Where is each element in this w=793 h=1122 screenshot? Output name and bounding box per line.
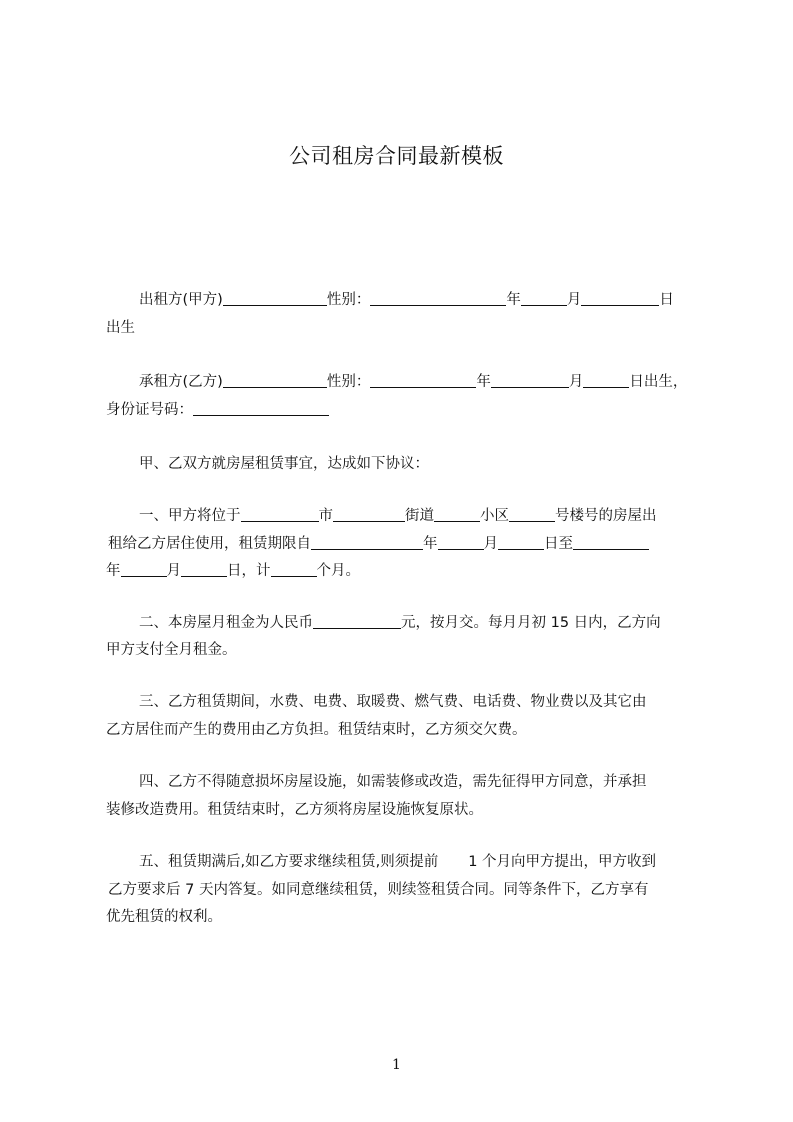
end-month-blank[interactable] (121, 562, 167, 577)
agreement-intro: 甲、乙双方就房屋租赁事宜，达成如下协议： (139, 456, 429, 472)
landlord-day-label: 日 (659, 292, 674, 308)
landlord-year-blank[interactable] (521, 291, 567, 306)
clause-2-line-2: 甲方支付全月租金。 (106, 642, 237, 658)
page-title: 公司租房合同最新模板 (289, 144, 504, 168)
tenant-month-label: 月 (568, 374, 584, 390)
tenant-birth-label: 日出生， (629, 374, 688, 390)
months-blank[interactable] (271, 562, 317, 577)
building-label: 号楼号的房屋出 (555, 508, 657, 524)
clause-1-line-1 (139, 506, 657, 526)
landlord-name-blank[interactable] (223, 291, 327, 306)
clause-5-line-3: 优先租赁的权利。 (106, 909, 222, 925)
start-month-blank[interactable] (438, 535, 484, 550)
city-blank[interactable] (241, 507, 319, 522)
clause-3-line-2: 乙方居住而产生的费用由乙方负担。租赁结束时，乙方须交欠费。 (106, 722, 527, 738)
landlord-gender-label: 性别： (326, 292, 371, 308)
start-month-label: 月 (483, 536, 498, 552)
landlord-year-label: 年 (506, 292, 521, 308)
months-label: 个月。 (316, 563, 360, 579)
end-label: 日至 (544, 536, 573, 552)
street-label: 街道 (405, 508, 434, 524)
clause-5-line-1 (139, 852, 656, 872)
tenant-month-blank[interactable] (583, 373, 629, 388)
end-year-blank[interactable] (573, 535, 649, 550)
clause-2-line-1 (139, 613, 661, 633)
community-label: 小区 (480, 508, 509, 524)
start-year-label: 年 (423, 536, 438, 552)
end-day-label: 日，计 (227, 563, 271, 579)
clause-5-text-a: 五、租赁期满后,如乙方要求继续租赁,则须提前 (139, 854, 439, 870)
tenant-gender-label: 性别： (326, 374, 371, 390)
street-blank[interactable] (333, 507, 405, 522)
building-blank[interactable] (509, 507, 555, 522)
landlord-month-blank[interactable] (581, 291, 659, 306)
landlord-month-label: 月 (566, 292, 582, 308)
landlord-line (139, 290, 674, 310)
lease-period-label: 租给乙方居住使用，租赁期限自 (108, 536, 311, 552)
tenant-gender-blank[interactable] (370, 373, 476, 388)
end-day-blank[interactable] (181, 562, 227, 577)
tenant-year-blank[interactable] (491, 373, 569, 388)
community-blank[interactable] (434, 507, 480, 522)
clause-1-line-3 (106, 561, 360, 581)
landlord-line-2 (106, 318, 135, 338)
clause-4-line-2: 装修改造费用。租赁结束时，乙方须将房屋设施恢复原状。 (106, 802, 483, 818)
clause-5-line-2: 乙方要求后 7 天内答复。如同意继续租赁，则续签租赁合同。同等条件下，乙方享有 (108, 882, 649, 898)
clause-5-text-b: 1 个月向甲方提出，甲方收到 (468, 854, 657, 870)
clause-1-text-a: 一、甲方将位于 (139, 508, 241, 524)
end-month-label: 月 (166, 563, 181, 579)
page-number: 1 (392, 1057, 401, 1073)
clause-4-line-1: 四、乙方不得随意损坏房屋设施，如需装修或改造，需先征得甲方同意，并承担 (139, 774, 647, 790)
tenant-line (139, 372, 687, 392)
landlord-label: 出租方(甲方) (139, 292, 223, 308)
start-day-blank[interactable] (498, 535, 544, 550)
rent-blank[interactable] (313, 614, 401, 629)
clause-1-line-2 (108, 534, 649, 554)
landlord-gender-blank[interactable] (370, 291, 506, 306)
tenant-id-line (106, 400, 329, 420)
landlord-birth-label: 出生 (106, 320, 135, 336)
tenant-id-blank[interactable] (193, 401, 329, 416)
clause-3-line-1: 三、乙方租赁期间，水费、电费、取暖费、燃气费、电话费、物业费以及其它由 (139, 694, 647, 710)
end-year-label: 年 (106, 563, 121, 579)
city-label: 市 (318, 508, 333, 524)
tenant-label: 承租方(乙方) (139, 374, 223, 390)
start-year-blank[interactable] (311, 535, 423, 550)
rent-label: 二、本房屋月租金为人民币 (139, 615, 313, 631)
tenant-id-label: 身份证号码： (106, 402, 193, 418)
tenant-year-label: 年 (476, 374, 491, 390)
tenant-name-blank[interactable] (223, 373, 327, 388)
rent-terms: 元，按月交。每月月初 15 日内，乙方向 (401, 615, 661, 631)
